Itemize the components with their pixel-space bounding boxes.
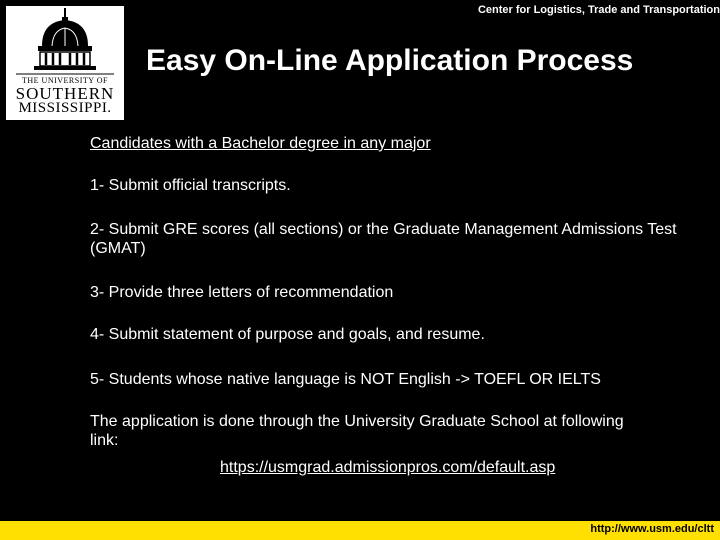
list-item: 3- Provide three letters of recommendation — [90, 284, 394, 301]
logo-line-2: SOUTHERN — [15, 84, 115, 103]
footer-url[interactable]: http://www.usm.edu/cltt — [590, 523, 714, 535]
list-item: 2- Submit GRE scores (all sections) or the Graduate Management Admissions Test (GMAT) — [90, 221, 677, 257]
footer-bar — [0, 521, 720, 540]
list-item: 5- Students whose native language is NOT English -> TOEFL OR IELTS — [90, 371, 601, 388]
closing-text: The application is done through the University Graduate School at following link: — [90, 413, 624, 449]
list-item: 1- Submit official transcripts. — [90, 177, 291, 194]
org-name: Center for Logistics, Trade and Transportation — [477, 4, 720, 16]
university-logo — [6, 6, 124, 120]
list-item: 4- Submit statement of purpose and goals, and resume. — [90, 326, 485, 343]
content-heading: Candidates with a Bachelor degree in any major — [90, 135, 431, 152]
application-link[interactable]: https://usmgrad.admissionpros.com/default.asp — [220, 459, 556, 476]
slide-title: Easy On-Line Application Process — [146, 44, 634, 77]
logo-line-3: MISSISSIPPI. — [18, 100, 112, 116]
content-area — [90, 134, 700, 476]
dome-icon — [6, 6, 124, 76]
logo-line-1: THE UNIVERSITY OF — [22, 76, 108, 85]
